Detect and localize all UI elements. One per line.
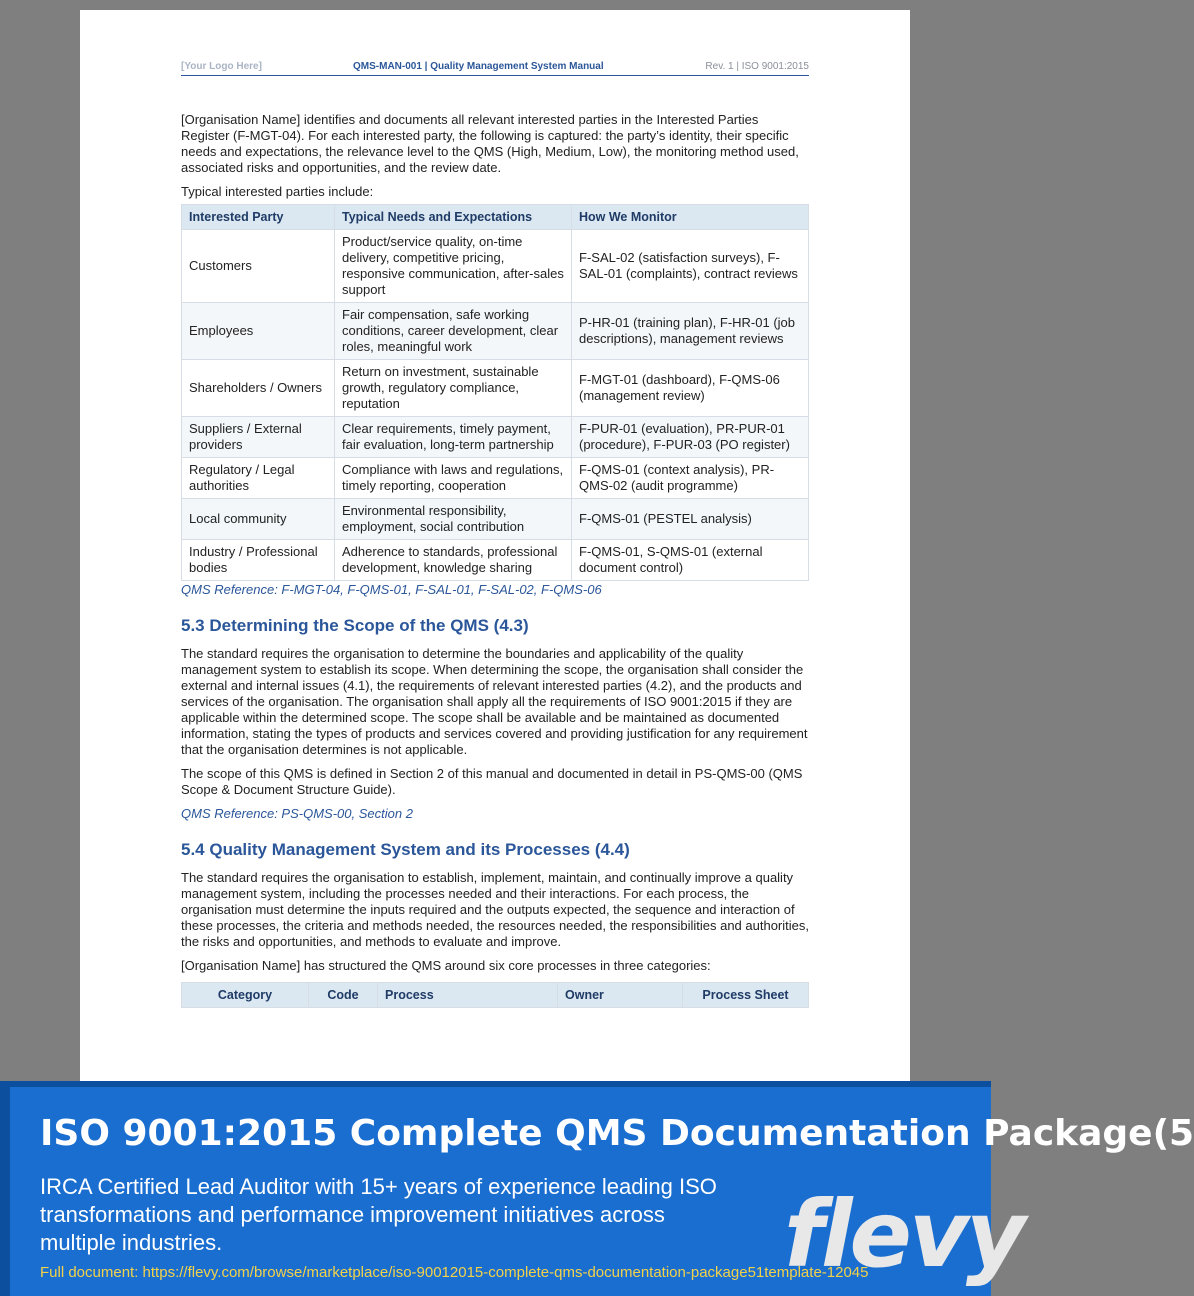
table-row xyxy=(182,499,809,540)
monitor-cell: F-QMS-01 (PESTEL analysis) xyxy=(572,499,809,540)
needs-cell: Product/service quality, on-time delivery, competitive pricing, responsive communication, after-sales support xyxy=(335,230,572,303)
logo-placeholder: [Your Logo Here] xyxy=(181,61,262,72)
needs-cell: Clear requirements, timely payment, fair evaluation, long-term partnership xyxy=(335,417,572,458)
page-header xyxy=(181,61,809,76)
needs-cell: Environmental responsibility, employment, social contribution xyxy=(335,499,572,540)
party-cell: Regulatory / Legal authorities xyxy=(182,458,335,499)
table-row xyxy=(182,230,809,303)
section-5-4-lead: [Organisation Name] has structured the QMS around six core processes in three categories: xyxy=(181,958,711,973)
qms-reference: QMS Reference: F-MGT-04, F-QMS-01, F-SAL-01, F-SAL-02, F-QMS-06 xyxy=(181,582,602,597)
monitor-cell: P-HR-01 (training plan), F-HR-01 (job descriptions), management reviews xyxy=(572,303,809,360)
party-cell: Employees xyxy=(182,303,335,360)
intro-list-lead: Typical interested parties include: xyxy=(181,184,374,199)
document-page xyxy=(80,10,910,1085)
table-row xyxy=(182,417,809,458)
party-cell: Local community xyxy=(182,499,335,540)
table-row xyxy=(182,303,809,360)
party-cell: Customers xyxy=(182,230,335,303)
needs-cell: Adherence to standards, professional development, knowledge sharing xyxy=(335,540,572,581)
interested-parties-table xyxy=(181,204,809,581)
monitor-cell: F-MGT-01 (dashboard), F-QMS-06 (management review) xyxy=(572,360,809,417)
document-title: QMS-MAN-001 | Quality Management System Manual xyxy=(353,61,604,72)
banner-description: IRCA Certified Lead Auditor with 15+ years of experience leading ISO transformations and performance improvement initiatives across multiple industries. xyxy=(40,1174,717,1255)
col-header-needs: Typical Needs and Expectations xyxy=(335,205,572,230)
promo-banner xyxy=(0,1081,1194,1296)
party-cell: Industry / Professional bodies xyxy=(182,540,335,581)
table-row xyxy=(182,360,809,417)
col-header-process: Process xyxy=(378,983,558,1008)
section-5-3-heading: 5.3 Determining the Scope of the QMS (4.3) xyxy=(181,616,529,635)
page-content xyxy=(181,112,809,1008)
table-row xyxy=(182,540,809,581)
process-table xyxy=(181,982,809,1008)
col-header-party: Interested Party xyxy=(182,205,335,230)
needs-cell: Return on investment, sustainable growth, regulatory compliance, reputation xyxy=(335,360,572,417)
col-header-owner: Owner xyxy=(558,983,683,1008)
party-cell: Shareholders / Owners xyxy=(182,360,335,417)
section-5-3-paragraph: The standard requires the organisation to determine the boundaries and applicability of the quality management system to establish its scope. When determining the scope, the organisation shall consider the external and internal issues (4.1), the requirements of relevant interested parties (4.2), and the products and services of the organisation. The organisation shall apply all the requirements of ISO 9001:2015 if they are applicable within the determined scope. The scope shall be available and be maintained as documented information, stating the types of products and services covered and providing justification for any requirement that the organisation determines is not applicable. xyxy=(181,646,808,757)
section-5-4-paragraph: The standard requires the organisation to establish, implement, maintain, and continually improve a quality management system, including the processes needed and their interactions. For each process, the organisation must determine the inputs required and the outputs expected, the sequence and interaction of these processes, the criteria and methods needed, the resources needed, the responsibilities and authorities, the risks and opportunities, and methods to evaluate and improve. xyxy=(181,870,809,949)
col-header-code: Code xyxy=(309,983,378,1008)
qms-reference: QMS Reference: PS-QMS-00, Section 2 xyxy=(181,806,413,821)
revision-label: Rev. 1 | ISO 9001:2015 xyxy=(705,61,809,72)
monitor-cell: F-QMS-01 (context analysis), PR-QMS-02 (audit programme) xyxy=(572,458,809,499)
needs-cell: Compliance with laws and regulations, timely reporting, cooperation xyxy=(335,458,572,499)
banner-accent-bar xyxy=(0,1087,10,1296)
col-header-monitor: How We Monitor xyxy=(572,205,809,230)
flevy-logo: flevy xyxy=(784,1181,1023,1288)
monitor-cell: F-SAL-02 (satisfaction surveys), F-SAL-01 (complaints), contract reviews xyxy=(572,230,809,303)
section-5-4-heading: 5.4 Quality Management System and its Processes (4.4) xyxy=(181,840,630,859)
full-document-link[interactable]: Full document: https://flevy.com/browse/marketplace/iso-90012015-complete-qms-documentation-package51template-12045 xyxy=(40,1264,869,1281)
col-header-category: Category xyxy=(182,983,309,1008)
table-row xyxy=(182,458,809,499)
party-cell: Suppliers / External providers xyxy=(182,417,335,458)
needs-cell: Fair compensation, safe working conditions, career development, clear roles, meaningful work xyxy=(335,303,572,360)
intro-paragraph: [Organisation Name] identifies and documents all relevant interested parties in the Interested Parties Register (F-MGT-04). For each interested party, the following is captured: the party’s identity, their specific needs and expectations, the relevance level to the QMS (High, Medium, Low), the monitoring method used, associated risks and opportunities, and the review date. xyxy=(181,112,799,175)
monitor-cell: F-QMS-01, S-QMS-01 (external document control) xyxy=(572,540,809,581)
section-5-3-scope-paragraph: The scope of this QMS is defined in Section 2 of this manual and documented in detail in PS-QMS-00 (QMS Scope & Document Structure Guide). xyxy=(181,766,803,797)
monitor-cell: F-PUR-01 (evaluation), PR-PUR-01 (procedure), F-PUR-03 (PO register) xyxy=(572,417,809,458)
banner-title: ISO 9001:2015 Complete QMS Documentation Package(5 xyxy=(40,1113,1194,1154)
col-header-process-sheet: Process Sheet xyxy=(683,983,809,1008)
